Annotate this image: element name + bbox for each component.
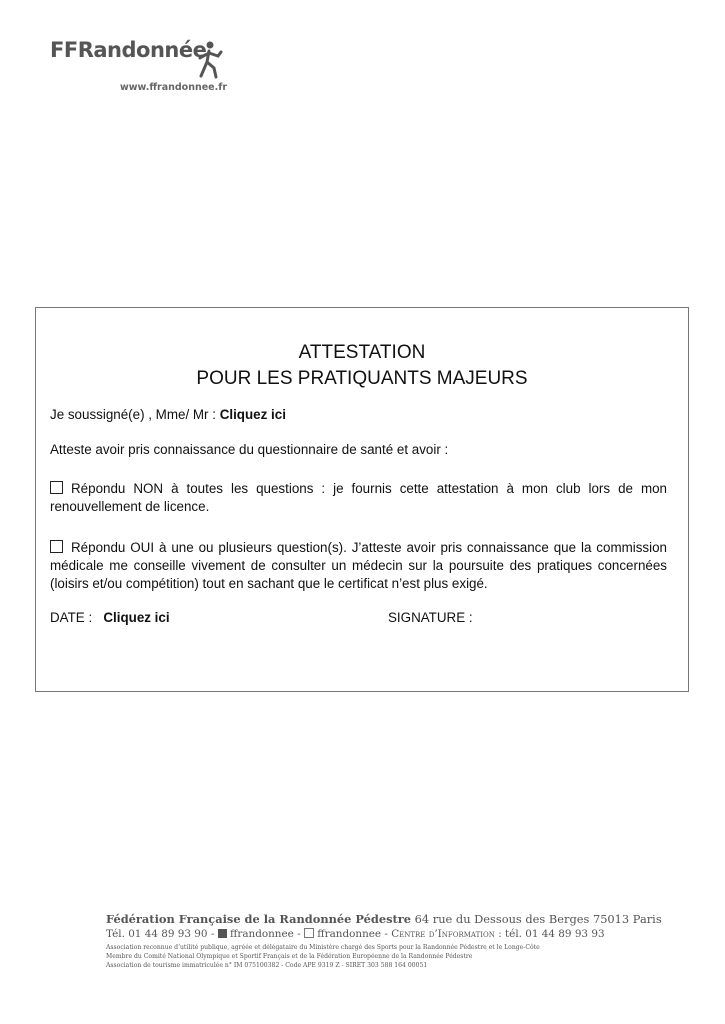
address: 64 rue du Dessous des Berges 75013 Paris [414,912,662,926]
legal-line: Association de tourisme immatriculée n° IM 075100382 - Code APE 9319 Z - SIRET 303 588 164 00051 [106,962,428,969]
checkbox-yes[interactable] [50,540,63,553]
signature-label: SIGNATURE : [388,610,473,625]
name-field[interactable]: Cliquez ici [219,407,286,422]
walker-icon [196,40,224,80]
date-label: DATE : [50,610,93,625]
option-no-text: Répondu NON à toutes les questions : je fournis cette attestation à mon club lors de mon renouvellement de licence. [50,481,667,514]
logo-brand: FFRandonnée [50,38,207,62]
facebook-icon [218,929,227,938]
attestation-form [35,307,689,692]
twitter-icon [304,928,314,938]
legal-line: Membre du Comité National Olympique et Sportif Français et de la Fédération Européenne de la Randonnée Pédestre [106,953,473,960]
info-phone: : tél. 01 44 89 93 93 [498,928,605,940]
form-title-line2: POUR LES PRATIQUANTS MAJEURS [196,368,528,389]
intro-text: Atteste avoir pris connaissance du questionnaire de santé et avoir : [50,442,449,457]
checkbox-no[interactable] [50,481,63,494]
form-title-line1: ATTESTATION [298,342,426,363]
option-yes-text: Répondu OUI à une ou plusieurs question(s). J’atteste avoir pris connaissance que la commission médicale me conseille vivement de consulter un médecin sur la poursuite des pratiques concernées (loisirs et/ou compétition) tout en sachant que le certificat n’est plus exigé. [50,540,667,591]
twitter-handle: ffrandonnee - [317,928,388,940]
date-field[interactable]: Cliquez ici [103,610,170,625]
facebook-handle: ffrandonnee - [229,928,301,940]
logo-url: www.ffrandonnee.fr [120,82,228,93]
phone: Tél. 01 44 89 93 90 - [106,928,215,940]
name-label: Je soussigné(e) , Mme/ Mr : [50,407,216,422]
info-center: Centre d’Information [391,928,495,940]
ffrandonnee-logo [50,38,228,93]
federation-name: Fédération Française de la Randonnée Pédestre [106,912,412,926]
footer [106,912,662,970]
legal-line: Association reconnue d’utilité publique, agréée et délégataire du Ministère chargé des Sports pour la Randonnée Pédestre et le Longe-Côte [106,944,540,951]
